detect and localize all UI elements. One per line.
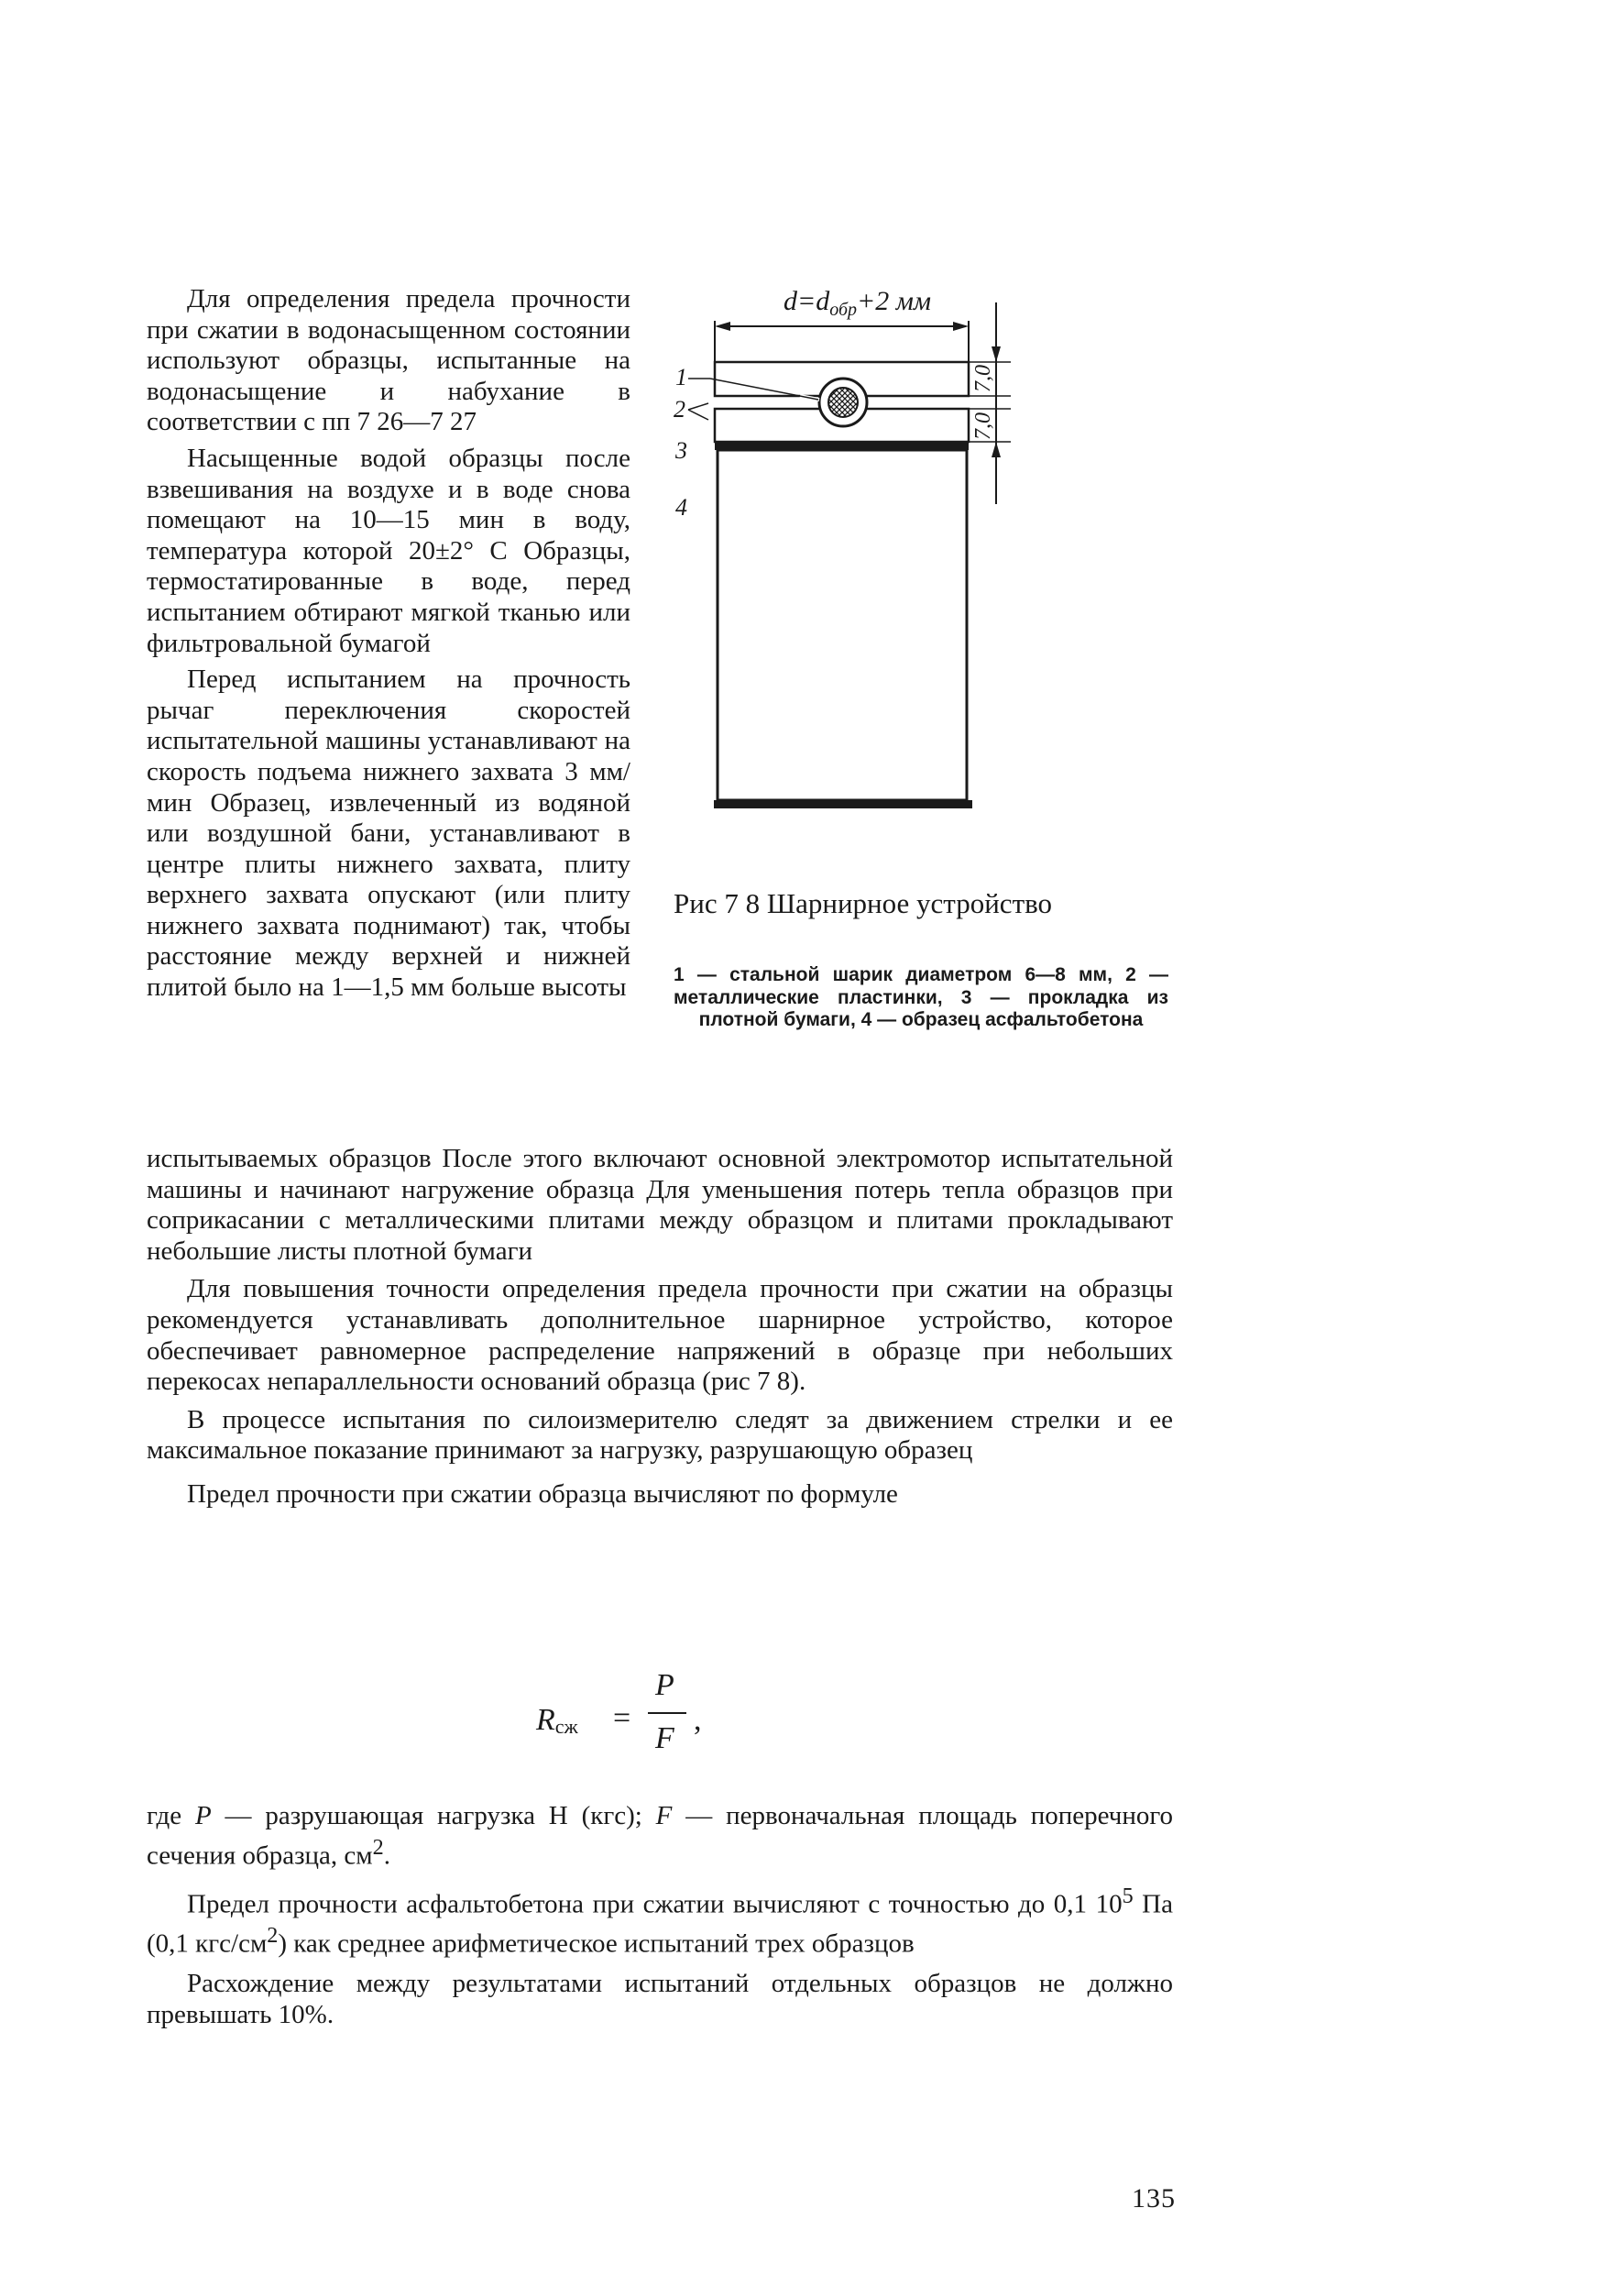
full-width-text-2 [147,1801,1173,2038]
formula-equals: = [613,1701,631,1735]
hinge-device-figure [655,275,1168,880]
metal-plates [715,362,969,442]
thickness-dimensions [969,302,1011,504]
formula-lhs: $R_{сж}$ [536,1703,578,1738]
fraction-bar [648,1712,686,1714]
paragraph-discrepancy: Расхождение между результатами испытаний отдельных образцов не должно превышать 10%. [147,1969,1173,2029]
specimen-body [718,450,967,800]
dimension-label: $d=d_{обр}+2$ мм [784,286,932,320]
paragraph-precision: Предел прочности асфальтобетона при сжатии вычисляют с точностью до 0,1 $10^5$ Па (0,1 кгс/$см^2$) как среднее арифметическое испытаний трех образцов [147,1883,1173,1959]
base-plate [714,800,972,808]
paragraph-formula-intro: Предел прочности при сжатии образца вычисляют по формуле [187,1478,898,1509]
thickness-label-1: 7,0 [971,365,995,392]
thickness-label-2: 7,0 [971,412,995,440]
callout-3: 3 [675,437,687,464]
paragraph-water-saturated: Для определения предела прочности при сжатии в водонасыщенном состоянии используют образцы, испытанные на водонасыщение и набухание в соответствии с пп 7 26—7 27 [147,284,630,437]
formula-numerator: P [655,1668,674,1702]
width-dimension [715,286,969,362]
callout-2: 2 [674,396,685,423]
callout-1: 1 [675,364,687,390]
figure-legend: 1 — стальной шарик диаметром 6—8 мм, 2 — металлические пластинки, 3 — прокладка из плотной бумаги, 4 — образец асфальтобетона [674,964,1168,1030]
paragraph-saturated-samples: Насыщенные водой образцы после взвешивания на воздухе и в воде снова помещают на 10—15 мин в воду, температура которой 20±2° С Образцы, термостатированные в воде, перед испытанием обтирают мягкой тканью или фильтровальной бумагой [147,443,630,658]
page-number: 135 [1132,2183,1176,2214]
paragraph-before-test: Перед испытанием на прочность рычаг переключения скоростей испытательной машины устанавливают на скорость подъема нижнего захвата 3 мм/мин Образец, извлеченный из водяной или воздушной бани, устанавливают в центре плиты нижнего захвата, плиту верхнего захвата опускают (или плиту нижнего захвата поднимают) так, чтобы расстояние между верхней и нижней плитой было на 1—1,5 мм больше высоты [147,665,630,1003]
paragraph-force-meter: В процессе испытания по силоизмерителю следят за движением стрелки и ее максимальное показание принимают за нагрузку, разрушающую образец [147,1404,1173,1466]
paragraph-where: где P — разрушающая нагрузка Н (кгс); F — первоначальная площадь поперечного сечения образца, $см^2$. [147,1801,1174,1871]
paragraph-hinge-device: Для повышения точности определения предела прочности при сжатии на образцы рекомендуется устанавливать дополнительное шарнирное устройство, которое обеспечивает равномерное распределение напряжений в образце при небольших перекосах непараллельности оснований образца (рис 7 8). [147,1274,1173,1397]
figure-caption: Рис 7 8 Шарнирное устройство [674,887,1053,919]
formula-comma: , [694,1703,702,1737]
strength-formula [536,1668,738,1769]
full-width-text-1 [147,1144,1173,1518]
left-text-column [147,284,630,1009]
paragraph-continuation: испытываемых образцов После этого включают основной электромотор испытательной машины и начинают нагружение образца Для уменьшения потерь тепла образцов при соприкасании с металлическими плитами между образцом и плитами прокладывают небольшие листы плотной бумаги [147,1144,1173,1266]
callout-4: 4 [675,494,687,521]
formula-denominator: F [655,1721,674,1755]
